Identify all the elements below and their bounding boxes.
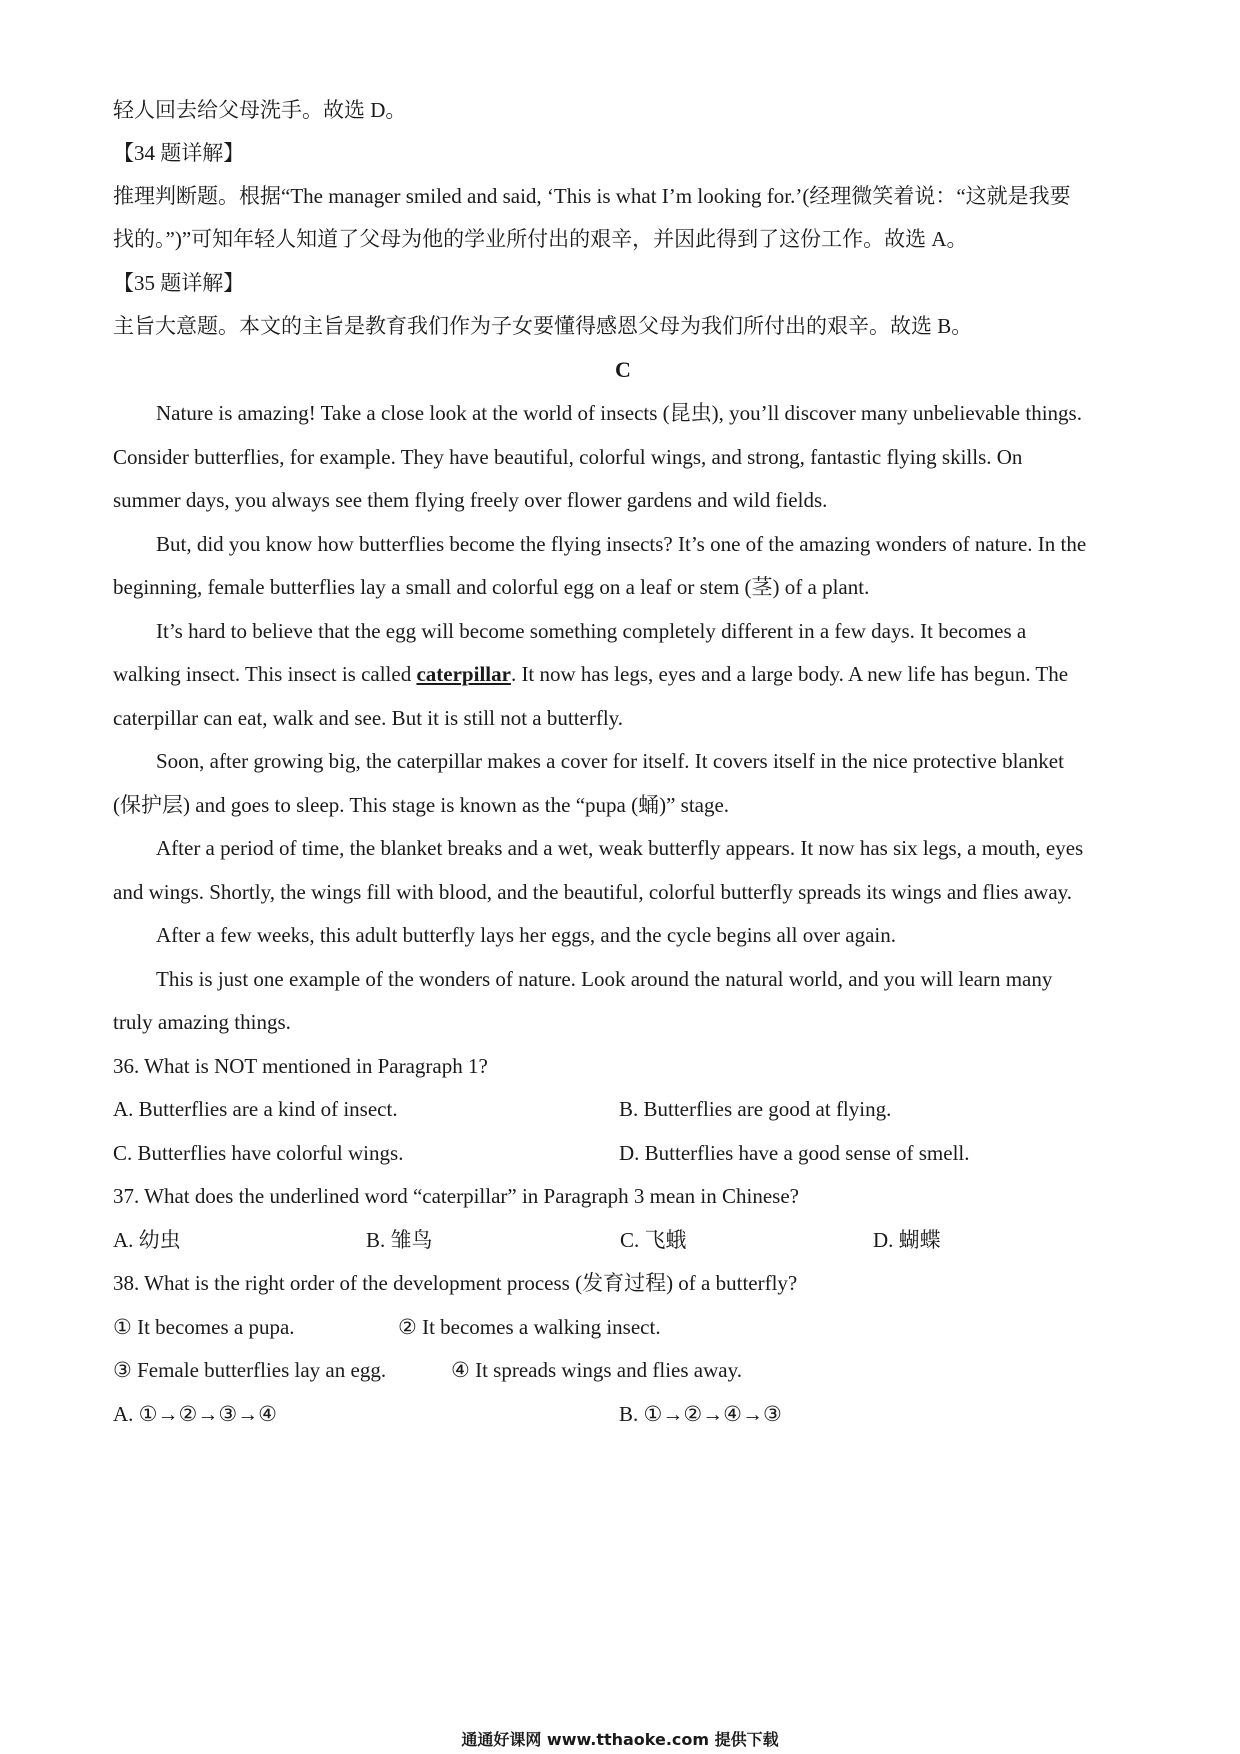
option-d: D. Butterflies have a good sense of smell.	[619, 1141, 970, 1165]
option-b: B. 雏鸟	[366, 1228, 433, 1252]
passage-text: walking insect. This insect is called	[113, 662, 417, 686]
passage-line: (保护层) and goes to sleep. This stage is known as the “pupa (蛹)” stage.	[113, 793, 730, 817]
question-36: 36. What is NOT mentioned in Paragraph 1?	[113, 1054, 488, 1078]
step-4: ④ It spreads wings and flies away.	[451, 1358, 742, 1382]
answer-text: 推理判断题。根据“The manager smiled and said, ‘This is what I’m looking for.’(经理微笑着说：“这就是我要	[113, 184, 1071, 208]
passage-line: It’s hard to believe that the egg will become something completely different in a few days. It becomes a	[156, 619, 1027, 643]
option-a: A. ①→②→③→④	[113, 1402, 277, 1426]
passage-line: This is just one example of the wonders of nature. Look around the natural world, and you will learn many	[156, 967, 1053, 991]
option-c: C. Butterflies have colorful wings.	[113, 1141, 404, 1165]
question-37: 37. What does the underlined word “caterpillar” in Paragraph 3 mean in Chinese?	[113, 1184, 799, 1208]
passage-line: After a few weeks, this adult butterfly lays her eggs, and the cycle begins all over again.	[156, 923, 896, 947]
passage-line: Nature is amazing! Take a close look at the world of insects (昆虫), you’ll discover many unbelievable things.	[156, 401, 1082, 425]
document-page	[113, 0, 1133, 1754]
answer-text: 轻人回去给父母洗手。故选 D。	[113, 98, 407, 122]
heading-q35: 【35 题详解】	[113, 271, 245, 295]
answer-text: 主旨大意题。本文的主旨是教育我们作为子女要懂得感恩父母为我们所付出的艰辛。故选 B。	[113, 314, 973, 338]
passage-line: After a period of time, the blanket breaks and a wet, weak butterfly appears. It now has six legs, a mouth, eyes	[156, 836, 1084, 860]
answer-text: 找的。”)”可知年轻人知道了父母为他的学业所付出的艰辛，并因此得到了这份工作。故选 A。	[113, 227, 968, 251]
heading-q34: 【34 题详解】	[113, 141, 245, 165]
passage-line: Soon, after growing big, the caterpillar makes a cover for itself. It covers itself in the nice protective blanket	[156, 749, 1064, 773]
passage-text: . It now has legs, eyes and a large body. A new life has begun. The	[510, 662, 1069, 686]
passage-line: beginning, female butterflies lay a small and colorful egg on a leaf or stem (茎) of a plant.	[113, 575, 870, 599]
step-3: ③ Female butterflies lay an egg.	[113, 1358, 387, 1382]
page-footer: 通通好课网 www.tthaoke.com 提供下载	[461, 1730, 779, 1749]
option-b: B. ①→②→④→③	[619, 1402, 782, 1426]
passage-line: caterpillar can eat, walk and see. But it is still not a butterfly.	[113, 706, 624, 730]
option-d: D. 蝴蝶	[873, 1228, 941, 1252]
passage-line: truly amazing things.	[113, 1010, 291, 1034]
step-2: ② It becomes a walking insect.	[398, 1315, 661, 1339]
underlined-word: caterpillar	[416, 662, 511, 686]
step-1: ① It becomes a pupa.	[113, 1315, 295, 1339]
option-c: C. 飞蛾	[620, 1228, 687, 1252]
passage-line	[113, 659, 1068, 689]
option-a: A. 幼虫	[113, 1228, 181, 1252]
passage-line: summer days, you always see them flying freely over flower gardens and wild fields.	[113, 488, 828, 512]
passage-line: Consider butterflies, for example. They have beautiful, colorful wings, and strong, fantastic flying skills. On	[113, 445, 1023, 469]
section-title: C	[615, 357, 631, 382]
passage-line: and wings. Shortly, the wings fill with blood, and the beautiful, colorful butterfly spreads its wings and flies away.	[113, 880, 1073, 904]
passage-line: But, did you know how butterflies become the flying insects? It’s one of the amazing wonders of nature. In the	[156, 532, 1087, 556]
option-a: A. Butterflies are a kind of insect.	[113, 1097, 398, 1121]
option-b: B. Butterflies are good at flying.	[619, 1097, 892, 1121]
question-38: 38. What is the right order of the development process (发育过程) of a butterfly?	[113, 1271, 798, 1295]
